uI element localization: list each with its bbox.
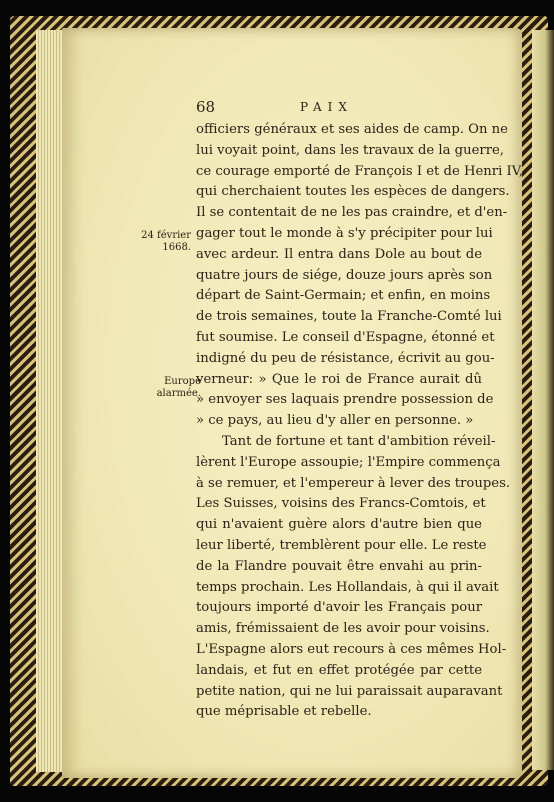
text-line: départ de Saint-Germain; et enfin, en moins — [196, 288, 491, 304]
text-line: à se remuer, et l'empereur à lever des troupes. — [196, 475, 511, 491]
text-line: indigné du peu de résistance, écrivit au gou- — [196, 350, 495, 366]
text-line: fut soumise. Le conseil d'Espagne, étonné et — [196, 329, 495, 345]
text-line: landais, et fut en effet protégée par cette — [196, 662, 482, 678]
text-line: officiers généraux et ses aides de camp. On ne — [196, 122, 508, 137]
margin-note-line: 1668. — [162, 242, 191, 253]
text-line: Il se contentait de ne les pas craindre, et d'en- — [196, 205, 508, 221]
text-line: L'Espagne alors eut recours à ces mêmes Hol- — [196, 641, 507, 657]
text-line: quatre jours de siége, douze jours après son — [196, 267, 493, 283]
text-line: amis, frémissaient de les avoir pour voisins. — [196, 621, 490, 637]
text-line: avec ardeur. Il entra dans Dole au bout de — [196, 246, 482, 262]
text-line: de la Flandre pouvait être envahi au prin- — [196, 558, 482, 574]
text-line: leur liberté, tremblèrent pour elle. Le reste — [196, 537, 487, 553]
text-line: » envoyer ses laquais prendre possession de — [196, 392, 494, 408]
text-line: » ce pays, au lieu d'y aller en personne. » — [196, 413, 474, 429]
facing-page-edge — [532, 30, 554, 770]
text-line: lui voyait point, dans les travaux de la guerre, — [196, 142, 505, 158]
page-number: 68 — [196, 98, 216, 116]
margin-note-date — [131, 230, 191, 254]
text-line: qui cherchaient toutes les espèces de dangers. — [196, 184, 510, 200]
text-line: qui n'avaient guère alors d'autre bien que — [196, 517, 482, 533]
text-line: que méprisable et rebelle. — [196, 704, 372, 720]
text-line: Les Suisses, voisins des Francs-Comtois, et — [196, 496, 486, 512]
text-line: gager tout le monde à s'y précipiter pour lui — [196, 225, 493, 241]
running-head: PAIX — [300, 100, 353, 114]
text-line: toujours importé d'avoir les Français pour — [196, 600, 482, 616]
text-line: temps prochain. Les Hollandais, à qui il avait — [196, 579, 499, 595]
text-line: Tant de fortune et tant d'ambition réveil- — [222, 433, 496, 449]
text-line: lèrent l'Europe assoupie; l'Empire commença — [196, 454, 501, 470]
margin-note-line: 24 février — [141, 230, 191, 241]
text-line: petite nation, qui ne lui paraissait auparavant — [196, 683, 503, 699]
text-line: de trois semaines, toute la Franche-Comté lui — [196, 309, 502, 325]
margin-note-line: alarmée. — [156, 388, 201, 399]
text-line: verneur: » Que le roi de France aurait dû — [196, 371, 482, 387]
margin-note-line: Europe — [164, 376, 201, 387]
body-text — [196, 120, 524, 723]
text-line: ce courage emporté de François I et de Henri IV, — [196, 163, 524, 179]
margin-note-topic — [141, 376, 201, 400]
